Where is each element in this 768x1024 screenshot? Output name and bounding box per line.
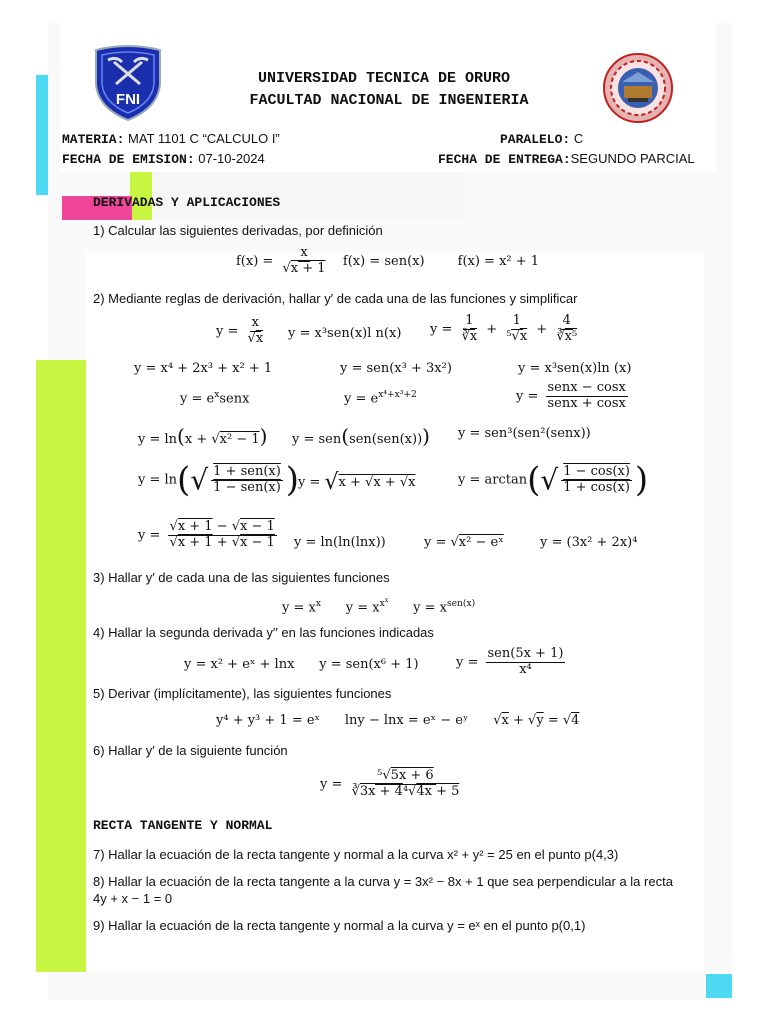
paralelo-label: PARALELO:	[500, 132, 571, 147]
equations-q4-a: y = x² + eˣ + lnx y = sen(x⁶ + 1)	[184, 657, 419, 672]
section-recta-title: RECTA TANGENTE Y NORMAL	[93, 818, 273, 833]
question-7: 7) Hallar la ecuación de la recta tangente y normal a la curva x² + y² = 25 en el punto p(4,3)	[93, 847, 619, 862]
question-8-line-1: 8) Hallar la ecuación de la recta tangente a la curva y = 3x² − 8x + 1 que sea perpendicular a la recta	[93, 874, 673, 889]
emision-value: 07-10-2024	[198, 151, 265, 166]
emision-row	[62, 151, 265, 167]
materia-label: MATERIA:	[62, 132, 125, 147]
equations-q1: f(x) = $\frac{x}{√x + 1}$ f(x) = sen(x) f(x) = x² + 1	[236, 245, 540, 276]
university-title: UNIVERSIDAD TECNICA DE ORURO	[257, 70, 511, 87]
equation-2-19: y = (3x² + 2x)⁴	[540, 535, 638, 550]
question-9: 9) Hallar la ecuación de la recta tangente y normal a la curva y = eˣ en el punto p(0,1)	[93, 918, 586, 933]
paralelo-row	[500, 131, 583, 147]
question-4: 4) Hallar la segunda derivada y′′ en las funciones indicadas	[93, 625, 434, 640]
lime-accent-bar	[36, 360, 86, 972]
equation-2-1: y = $\frac{x}{√x}$	[216, 315, 264, 346]
equation-2-15: y = arctan(√ $\frac{1 - \cos(x)}{1 + \cos(x)}$ )	[458, 460, 649, 500]
equation-2-12: y = sen³(sen²(senx))	[458, 426, 591, 441]
question-2: 2) Mediante reglas de derivación, hallar y′ de cada una de las funciones y simplificar	[93, 291, 578, 306]
equation-2-8: $y = e^{x^4+x^3+2}$	[344, 390, 417, 407]
entrega-row	[438, 151, 695, 167]
equation-2-9: y = $\frac{\text{senx − cosx}}{\text{senx + cosx}}$	[516, 380, 626, 411]
equation-2-10: y = ln(x + √x² − 1)	[138, 424, 268, 448]
emision-label: FECHA DE EMISION:	[62, 152, 195, 167]
materia-value: MAT 1101 C “CALCULO I”	[128, 131, 280, 146]
equations-q4-b: y = $\frac{\text{sen(5x + 1)}}{\text{x⁴}}$	[456, 646, 564, 677]
equations-q3: $y = x^x$ $y = x^{x^x}$ $y = x^{sen(x)}$	[282, 596, 476, 616]
equation-2-16: y = $\frac{√x + 1 - √x - 1}{√x + 1 + √x - 1}$	[138, 519, 275, 550]
equation-2-3: y = $\frac{1}{∛\overline{x}}$ + $\frac{1}{\text{⁵√x}}$ + $\frac{4}{\text{∛x⁵}}$	[430, 313, 578, 344]
equation-2-4: y = x⁴ + 2x³ + x² + 1	[134, 361, 273, 376]
equations-q5: y⁴ + y³ + 1 = eˣ lny − lnx = eˣ − eʸ √x + √y = √4	[216, 713, 580, 728]
section-derivadas-title: DERIVADAS Y APLICACIONES	[93, 195, 281, 210]
entrega-value: SEGUNDO PARCIAL	[570, 151, 695, 166]
equation-2-17: y = ln(ln(lnx))	[294, 535, 386, 550]
equation-2-6: y = x³sen(x)ln (x)	[518, 361, 632, 376]
equation-2-13: y = ln(√ $\frac{\text{1 + sen(x)}}{\text{1 − sen(x)}}$ )	[138, 460, 300, 500]
paralelo-value: C	[573, 131, 584, 146]
cyan-corner-block	[706, 974, 732, 998]
question-3: 3) Hallar y′ de cada una de las siguientes funciones	[93, 570, 390, 585]
university-seal-logo	[602, 52, 674, 124]
question-1: 1) Calcular las siguientes derivadas, por definición	[93, 223, 383, 238]
entrega-label: FECHA DE ENTREGA:	[438, 152, 571, 167]
faculty-title: FACULTAD NACIONAL DE INGENIERIA	[249, 92, 529, 109]
equation-2-18: y = √x² − eˣ	[424, 535, 504, 550]
question-8-line-2: 4y + x − 1 = 0	[93, 891, 173, 906]
equation-2-2: y = x³sen(x)l n(x)	[288, 326, 402, 341]
question-6: 6) Hallar y′ de la siguiente función	[93, 743, 288, 758]
equation-2-14: y = √x + √x + √x	[298, 470, 416, 495]
materia-row	[62, 131, 280, 147]
equation-2-7: $y = e^xsenx$	[180, 390, 250, 407]
equation-q6: y = $\frac{\text{⁵√5x + 6}}{\text{∛3x + 4⁴√4x + 5}}$	[320, 768, 460, 799]
equation-2-11: y = sen(sen(sen(x)))	[292, 424, 430, 448]
equation-2-5: y = sen(x³ + 3x²)	[340, 361, 452, 376]
logo-text: FNI	[115, 91, 141, 108]
question-5: 5) Derivar (implícitamente), las siguientes funciones	[93, 686, 392, 701]
